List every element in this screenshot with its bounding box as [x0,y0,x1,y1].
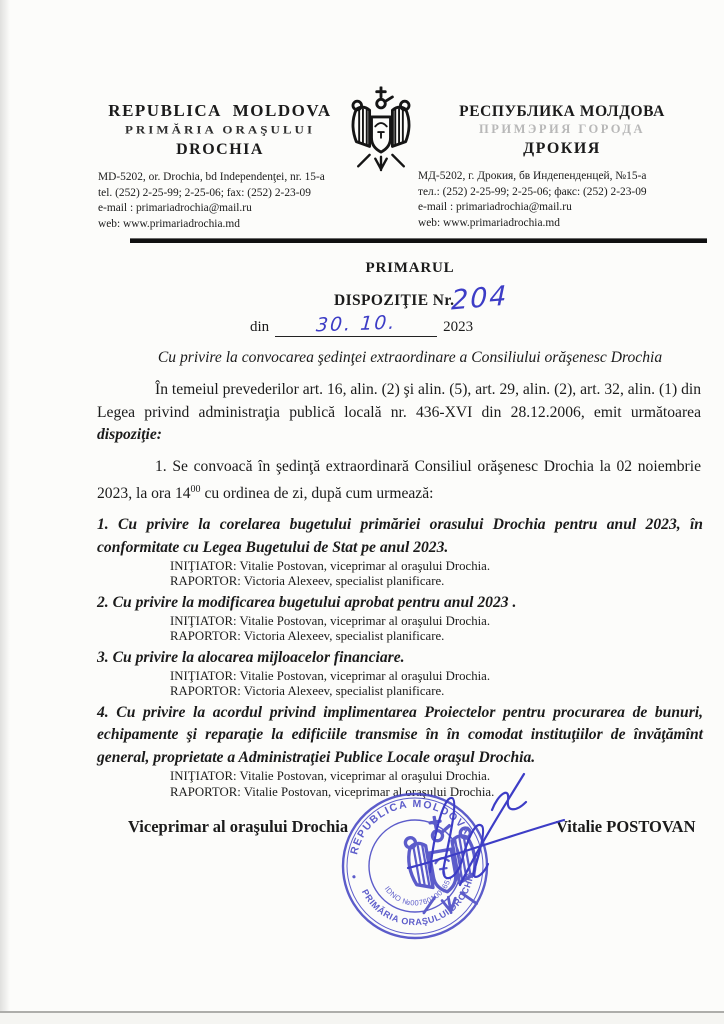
agenda-item-title: 4. Cu privire la acordul privind implimentarea Proiectelor pentru procurarea de bunuri, echipamente şi reparaţie la edificiile transmise în în comodat instituţiilor de învăţămînt general, proprietate a Administraţiei Publice Locale oraşul Drochia. [97,703,703,766]
preamble-paragraph [97,379,701,447]
letterhead-left [98,101,342,232]
agenda-item-initiator: INIŢIATOR: Vitalie Postovan, viceprimar al oraşului Drochia. [170,614,491,629]
letterhead-city-ru: ДРОКИЯ [523,140,601,157]
phone-line: тел.: (252) 2-25-99; 2-25-06; факс: (252) 2-23-09 [418,185,647,198]
letterhead-country-ro: REPUBLICA MOLDOVA [108,101,332,120]
agenda-list [97,512,703,801]
signatory-role: Viceprimar al oraşului Drochia [128,817,349,836]
agenda-item-raportor: RAPORTOR: Victoria Alexeev, specialist planificare. [170,684,445,699]
clause-text-end: cu ordinea de zi, după cum urmează: [200,484,434,502]
scan-shadow-left [0,0,10,1024]
letterhead-office-ru: ПРИМЭРИЯ ГОРОДА [478,122,646,136]
agenda-item [97,514,703,590]
web-line: web: www.primariadrochia.md [98,217,240,230]
document-number-handwritten: 204 [450,280,509,317]
stamp-idno-text: IDNO №007601001651 [382,874,454,908]
agenda-item [97,647,703,700]
address-line: МД-5202, г. Дрокия, бв Индепенденцей, №15-а [418,170,647,182]
document-type: DISPOZIŢIE Nr. [334,292,455,309]
stamp-ring-bottom-text: PRIMĂRIA ORAŞULUI DROCHIA [359,870,476,928]
agenda-item-raportor: RAPORTOR: Victoria Alexeev, specialist planificare. [170,629,445,644]
email-line: e-mail : primariadrochia@mail.ru [98,202,252,215]
letterhead-address-ru [418,169,706,231]
agenda-item [97,592,703,645]
date-prefix: din [250,319,270,335]
stamp-ring-top-text: REPUBLICA MOLDOVA [348,797,474,856]
letterhead-right [418,103,706,231]
letterhead-country-ru: РЕСПУБЛИКА МОЛДОВА [459,103,665,120]
letterhead-divider [130,238,707,243]
agenda-item-raportor: RAPORTOR: Victoria Alexeev, specialist planificare. [170,574,445,589]
phone-line: tel. (252) 2-25-99; 2-25-06; fax: (252) 2-23-09 [98,186,311,199]
moldova-coat-of-arms-icon [343,86,419,182]
issuer-title: PRIMARUL [365,260,455,276]
clause-paragraph [97,456,701,505]
agenda-item-initiator: INIŢIATOR: Vitalie Postovan, viceprimar al oraşului Drochia. [170,559,491,573]
letterhead-office-ro: PRIMĂRIA ORAŞULUI [124,122,316,137]
agenda-item-title: 1. Cu privire la corelarea bugetului primăriei orasului Drochia pentru anul 2023, în conformitate cu Legea Bugetului de Stat pe anul 2023. [97,516,703,556]
letterhead-address-ro [98,170,342,232]
date-row [250,311,474,337]
agenda-item-title: 3. Cu privire la alocarea mijloacelor financiare. [97,648,405,666]
agenda-item-raportor: RAPORTOR: Vitalie Postovan, viceprimar al oraşului Drochia. [170,784,495,799]
date-year: 2023 [443,319,474,335]
address-line: MD-5202, or. Drochia, bd Independenţei, nr. 15-a [98,171,325,183]
preamble-keyword: dispoziţie: [97,426,162,443]
preamble-text: În temeiul prevederilor art. 16, alin. (2) şi alin. (5), art. 29, alin. (2), art. 32, alin. (1) din Legea privind administraţia publică locală nr. 436-XVI din 28.12.2006, emit următoarea [97,381,701,421]
signatory-name: Vitalie POSTOVAN [556,817,696,836]
clause-superscript: 00 [190,483,201,495]
handwritten-signature-icon [396,770,571,905]
date-handwritten: 30. 10. [315,311,398,337]
agenda-item-title: 2. Cu privire la modificarea bugetului aprobat pentru anul 2023 . [97,593,517,611]
scan-margin-bottom [0,1013,724,1024]
agenda-item-initiator: INIŢIATOR: Vitalie Postovan, viceprimar al oraşului Drochia. [170,769,491,784]
letterhead-city-ro: DROCHIA [176,141,264,158]
document-subject: Cu privire la convocarea şedinţei extraordinare a Consiliului orăşenesc Drochia [157,349,663,366]
agenda-item-initiator: INIŢIATOR: Vitalie Postovan, viceprimar al oraşului Drochia. [170,669,491,684]
web-line: web: www.primariadrochia.md [418,216,560,229]
email-line: e-mail : primariadrochia@mail.ru [418,201,572,214]
clause-text-start: 1. Se convoacă în şedinţă extraordinară Consiliul orăşenesc Drochia la 02 noiembrie 2023, la ora 14 [97,458,701,502]
date-underline [275,311,437,337]
